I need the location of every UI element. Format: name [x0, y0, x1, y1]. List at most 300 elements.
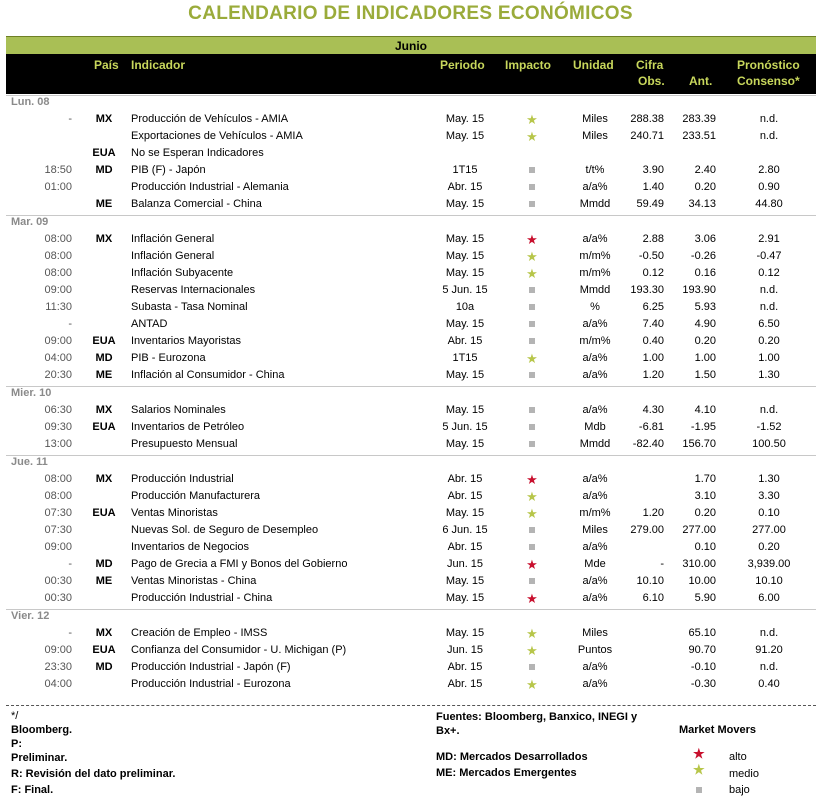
cell-period: Abr. 15 — [447, 661, 483, 673]
table-row — [0, 659, 821, 676]
cell-unit: Miles — [582, 524, 608, 536]
day-separator — [6, 455, 816, 456]
cell-time: 09:00 — [44, 541, 72, 553]
cell-country: EUA — [92, 335, 116, 347]
header-unidad: Unidad — [573, 58, 614, 72]
cell-country: MX — [95, 627, 113, 639]
cell-country: EUA — [92, 644, 116, 656]
header-periodo: Periodo — [440, 58, 485, 72]
header-cifra-line1: Cifra — [636, 58, 664, 72]
cell-indicator: Inventarios de Negocios — [131, 541, 250, 553]
cell-indicator: Producción de Vehículos - AMIA — [131, 113, 289, 125]
cell-unit: a/a% — [582, 233, 608, 245]
cell-cons: n.d. — [759, 661, 779, 673]
impact-high-star-icon: ★ — [526, 557, 538, 572]
cell-cons: n.d. — [759, 301, 779, 313]
cell-ant: 277.00 — [682, 524, 716, 536]
cell-period: Jun. 15 — [446, 644, 484, 656]
cell-obs: 1.20 — [642, 369, 664, 381]
cell-indicator: Inflación al Consumidor - China — [131, 369, 285, 381]
cell-indicator: PIB - Eurozona — [131, 352, 206, 364]
cell-cons: 91.20 — [755, 644, 783, 656]
cell-obs: -82.40 — [632, 438, 664, 450]
cell-time: 09:00 — [44, 335, 72, 347]
cell-cons: 0.12 — [758, 267, 780, 279]
table-row — [0, 231, 821, 248]
cell-ant: 34.13 — [688, 198, 716, 210]
impact-medium-star-icon: ★ — [526, 626, 538, 641]
cell-time: - — [68, 558, 72, 570]
cell-indicator: Producción Manufacturera — [131, 490, 261, 502]
cell-indicator: Ventas Minoristas - China — [131, 575, 257, 587]
impact-low-square-icon — [512, 573, 552, 590]
cell-obs: 279.00 — [630, 524, 664, 536]
footer-note-bloomberg: Bloomberg. — [11, 724, 73, 736]
cell-obs: 7.40 — [642, 318, 664, 330]
cell-period: May. 15 — [445, 318, 485, 330]
table-row — [0, 488, 821, 505]
impact-medium-star-icon: ★ — [526, 489, 538, 504]
cell-ant: 310.00 — [682, 558, 716, 570]
cell-indicator: Producción Industrial - Japón (F) — [131, 661, 291, 673]
cell-period: Abr. 15 — [447, 473, 483, 485]
cell-country: MX — [95, 113, 113, 125]
table-row — [0, 522, 821, 539]
footer-md: MD: Mercados Desarrollados — [436, 751, 588, 763]
cell-unit: Mmdd — [579, 284, 611, 296]
cell-time: 08:00 — [44, 267, 72, 279]
cell-indicator: Inflación Subyacente — [131, 267, 234, 279]
cell-unit: Miles — [582, 113, 608, 125]
header-pronostico-line2: Consenso* — [737, 74, 800, 88]
cell-indicator: Presupuesto Mensual — [131, 438, 238, 450]
cell-cons: 1.30 — [758, 473, 780, 485]
cell-time: 06:30 — [44, 404, 72, 416]
cell-unit: m/m% — [579, 267, 611, 279]
cell-indicator: Producción Industrial - Alemania — [131, 181, 289, 193]
impact-low-square-icon — [512, 179, 552, 196]
legend-high-icon: ★ — [693, 746, 705, 761]
cell-cons: 1.30 — [758, 369, 780, 381]
cell-unit: Mmdd — [579, 438, 611, 450]
cell-unit: m/m% — [579, 250, 611, 262]
cell-obs: 0.40 — [642, 335, 664, 347]
table-row — [0, 471, 821, 488]
impact-low-square-icon — [512, 659, 552, 676]
cell-obs: 3.90 — [642, 164, 664, 176]
cell-obs: 1.00 — [642, 352, 664, 364]
table-row — [0, 333, 821, 350]
footer-me: ME: Mercados Emergentes — [436, 767, 577, 779]
cell-ant: 283.39 — [682, 113, 716, 125]
cell-ant: 10.00 — [688, 575, 716, 587]
cell-ant: 4.90 — [694, 318, 716, 330]
cell-unit: Mmdd — [579, 198, 611, 210]
cell-period: 5 Jun. 15 — [442, 284, 488, 296]
footer-sources-line1: Fuentes: Bloomberg, Banxico, INEGI y — [436, 711, 638, 723]
cell-obs: 59.49 — [636, 198, 664, 210]
cell-indicator: Producción Industrial - Eurozona — [131, 678, 291, 690]
cell-ant: 65.10 — [688, 627, 716, 639]
cell-time: 08:00 — [44, 250, 72, 262]
cell-period: Abr. 15 — [447, 678, 483, 690]
cell-unit: a/a% — [582, 592, 608, 604]
cell-indicator: Inventarios de Petróleo — [131, 421, 245, 433]
cell-unit: m/m% — [579, 335, 611, 347]
cell-unit: a/a% — [582, 490, 608, 502]
table-row — [0, 556, 821, 573]
cell-period: May. 15 — [445, 404, 485, 416]
table-row — [0, 625, 821, 642]
cell-obs: 240.71 — [630, 130, 664, 142]
cell-unit: a/a% — [582, 473, 608, 485]
header-indicador: Indicador — [131, 58, 186, 72]
cell-time: 01:00 — [44, 181, 72, 193]
cell-cons: n.d. — [759, 404, 779, 416]
cell-unit: Miles — [582, 627, 608, 639]
impact-low-square-icon — [512, 419, 552, 436]
cell-unit: a/a% — [582, 352, 608, 364]
impact-low-square-icon — [512, 367, 552, 384]
cell-period: Abr. 15 — [447, 490, 483, 502]
cell-cons: -1.52 — [756, 421, 782, 433]
cell-time: 07:30 — [44, 524, 72, 536]
impact-low-square-icon — [512, 522, 552, 539]
day-header: Lun. 08 — [11, 96, 50, 108]
cell-time: 00:30 — [44, 592, 72, 604]
cell-obs: 6.25 — [642, 301, 664, 313]
cell-ant: -1.95 — [690, 421, 716, 433]
cell-period: May. 15 — [445, 438, 485, 450]
cell-period: May. 15 — [445, 575, 485, 587]
cell-indicator: Inventarios Mayoristas — [131, 335, 242, 347]
cell-unit: t/t% — [585, 164, 605, 176]
market-movers-title: Market Movers — [679, 724, 757, 736]
cell-time: 08:00 — [44, 473, 72, 485]
cell-period: May. 15 — [445, 198, 485, 210]
day-separator — [6, 609, 816, 610]
impact-high-star-icon: ★ — [526, 232, 538, 247]
cell-indicator: Pago de Grecia a FMI y Bonos del Gobierno — [131, 558, 348, 570]
cell-indicator: Producción Industrial — [131, 473, 234, 485]
cell-time: - — [68, 318, 72, 330]
cell-country: MX — [95, 473, 113, 485]
cell-country: MD — [95, 164, 113, 176]
cell-cons: 0.10 — [758, 507, 780, 519]
cell-country: MD — [95, 661, 113, 673]
legend-low-label: bajo — [729, 784, 750, 796]
cell-ant: 1.50 — [694, 369, 716, 381]
table-row — [0, 162, 821, 179]
cell-ant: 5.93 — [694, 301, 716, 313]
cell-obs: -0.50 — [638, 250, 664, 262]
cell-period: Abr. 15 — [447, 335, 483, 347]
cell-country: MX — [95, 404, 113, 416]
impact-medium-star-icon: ★ — [526, 351, 538, 366]
table-header — [6, 54, 816, 94]
footer-sources-line2: Bx+. — [436, 725, 460, 737]
cell-country: MD — [95, 352, 113, 364]
cell-ant: 3.06 — [694, 233, 716, 245]
cell-indicator: PIB (F) - Japón — [131, 164, 206, 176]
cell-cons: 277.00 — [752, 524, 786, 536]
day-header: Vier. 12 — [11, 610, 50, 622]
table-row — [0, 539, 821, 556]
cell-obs: 1.40 — [642, 181, 664, 193]
cell-period: May. 15 — [445, 507, 485, 519]
cell-cons: n.d. — [759, 284, 779, 296]
table-row — [0, 419, 821, 436]
cell-obs: 4.30 — [642, 404, 664, 416]
legend-low-icon — [696, 784, 702, 797]
table-row — [0, 505, 821, 522]
cell-cons: 0.20 — [758, 541, 780, 553]
legend-mid-icon: ★ — [693, 762, 705, 777]
cell-period: 6 Jun. 15 — [442, 524, 488, 536]
cell-cons: 100.50 — [752, 438, 786, 450]
cell-time: 23:30 — [44, 661, 72, 673]
cell-ant: 5.90 — [694, 592, 716, 604]
footer-note-mark: */ — [11, 710, 19, 722]
cell-time: 04:00 — [44, 352, 72, 364]
cell-ant: 193.90 — [682, 284, 716, 296]
impact-high-star-icon: ★ — [526, 591, 538, 606]
table-row — [0, 111, 821, 128]
cell-cons: 0.90 — [758, 181, 780, 193]
cell-period: Jun. 15 — [446, 558, 484, 570]
table-row — [0, 196, 821, 213]
impact-low-square-icon — [512, 162, 552, 179]
impact-low-square-icon — [512, 539, 552, 556]
cell-country: EUA — [92, 507, 116, 519]
cell-cons: 10.10 — [755, 575, 783, 587]
day-separator — [6, 95, 816, 96]
footer-divider — [6, 705, 816, 706]
header-impacto: Impacto — [505, 58, 552, 72]
cell-period: 10a — [455, 301, 475, 313]
cell-country: EUA — [92, 147, 116, 159]
impact-medium-star-icon: ★ — [526, 266, 538, 281]
table-row — [0, 436, 821, 453]
cell-indicator: ANTAD — [131, 318, 168, 330]
cell-country: ME — [95, 198, 113, 210]
impact-medium-star-icon: ★ — [526, 643, 538, 658]
cell-unit: Puntos — [577, 644, 613, 656]
cell-indicator: Subasta - Tasa Nominal — [131, 301, 248, 313]
cell-ant: 90.70 — [688, 644, 716, 656]
cell-cons: n.d. — [759, 130, 779, 142]
cell-time: 09:00 — [44, 284, 72, 296]
footer-note-preliminar: Preliminar. — [11, 752, 68, 764]
cell-indicator: Salarios Nominales — [131, 404, 226, 416]
cell-time: 20:30 — [44, 369, 72, 381]
cell-ant: 156.70 — [682, 438, 716, 450]
cell-unit: a/a% — [582, 369, 608, 381]
impact-medium-star-icon: ★ — [526, 506, 538, 521]
header-ant: Ant. — [689, 74, 713, 88]
impact-low-square-icon — [512, 402, 552, 419]
cell-ant: 4.10 — [694, 404, 716, 416]
cell-time: 09:00 — [44, 644, 72, 656]
cell-obs: 2.88 — [642, 233, 664, 245]
cell-ant: -0.26 — [690, 250, 716, 262]
month-label: Junio — [395, 39, 427, 53]
cell-indicator: Creación de Empleo - IMSS — [131, 627, 268, 639]
cell-cons: 1.00 — [758, 352, 780, 364]
cell-obs: 10.10 — [636, 575, 664, 587]
impact-low-square-icon — [512, 316, 552, 333]
table-row — [0, 265, 821, 282]
cell-unit: % — [590, 301, 600, 313]
impact-low-square-icon — [512, 299, 552, 316]
cell-country: ME — [95, 369, 113, 381]
cell-unit: a/a% — [582, 181, 608, 193]
cell-period: Abr. 15 — [447, 181, 483, 193]
cell-ant: 1.00 — [694, 352, 716, 364]
cell-obs: 1.20 — [642, 507, 664, 519]
cell-cons: 2.80 — [758, 164, 780, 176]
impact-medium-star-icon: ★ — [526, 112, 538, 127]
table-row — [0, 573, 821, 590]
day-separator — [6, 215, 816, 216]
cell-indicator: Inflación General — [131, 233, 215, 245]
cell-unit: a/a% — [582, 678, 608, 690]
cell-cons: 6.00 — [758, 592, 780, 604]
impact-medium-star-icon: ★ — [526, 677, 538, 692]
page-title: CALENDARIO DE INDICADORES ECONÓMICOS — [188, 3, 633, 24]
cell-time: 09:30 — [44, 421, 72, 433]
cell-ant: 0.20 — [694, 335, 716, 347]
cell-country: EUA — [92, 421, 116, 433]
cell-period: May. 15 — [445, 113, 485, 125]
cell-time: 13:00 — [44, 438, 72, 450]
cell-unit: m/m% — [579, 507, 611, 519]
cell-unit: a/a% — [582, 575, 608, 587]
cell-indicator: Nuevas Sol. de Seguro de Desempleo — [131, 524, 319, 536]
cell-period: May. 15 — [445, 250, 485, 262]
footer-note-final: F: Final. — [11, 784, 54, 796]
cell-ant: 0.20 — [694, 181, 716, 193]
cell-period: 1T15 — [452, 164, 478, 176]
cell-country: ME — [95, 575, 113, 587]
header-pronostico-line1: Pronóstico — [737, 58, 800, 72]
cell-time: 00:30 — [44, 575, 72, 587]
cell-cons: n.d. — [759, 627, 779, 639]
cell-indicator: Balanza Comercial - China — [131, 198, 262, 210]
cell-indicator: No se Esperan Indicadores — [131, 147, 264, 159]
cell-ant: 1.70 — [694, 473, 716, 485]
footer-note-revision: R: Revisión del dato preliminar. — [11, 768, 176, 780]
cell-ant: 3.10 — [694, 490, 716, 502]
cell-obs: -6.81 — [638, 421, 664, 433]
cell-time: 11:30 — [45, 301, 72, 313]
cell-ant: -0.30 — [690, 678, 716, 690]
cell-unit: a/a% — [582, 541, 608, 553]
cell-indicator: Reservas Internacionales — [131, 284, 256, 296]
impact-high-star-icon: ★ — [526, 472, 538, 487]
table-row — [0, 299, 821, 316]
cell-period: 5 Jun. 15 — [442, 421, 488, 433]
cell-ant: 0.16 — [694, 267, 716, 279]
cell-cons: 0.40 — [758, 678, 780, 690]
cell-unit: Mdb — [584, 421, 606, 433]
table-row — [0, 402, 821, 419]
impact-medium-star-icon: ★ — [526, 129, 538, 144]
cell-period: Abr. 15 — [447, 541, 483, 553]
cell-period: May. 15 — [445, 233, 485, 245]
impact-low-square-icon — [512, 436, 552, 453]
day-header: Jue. 11 — [11, 456, 48, 468]
cell-ant: 2.40 — [694, 164, 716, 176]
cell-cons: 6.50 — [758, 318, 780, 330]
cell-unit: a/a% — [582, 661, 608, 673]
table-row — [0, 316, 821, 333]
table-row — [0, 350, 821, 367]
cell-period: 1T15 — [452, 352, 478, 364]
cell-cons: -0.47 — [756, 250, 782, 262]
cell-indicator: Inflación General — [131, 250, 215, 262]
cell-time: - — [68, 113, 72, 125]
cell-indicator: Exportaciones de Vehículos - AMIA — [131, 130, 303, 142]
cell-indicator: Ventas Minoristas — [131, 507, 218, 519]
cell-cons: 44.80 — [755, 198, 783, 210]
month-band — [6, 36, 816, 55]
cell-period: May. 15 — [445, 130, 485, 142]
cell-obs: 193.30 — [630, 284, 664, 296]
cell-cons: 2.91 — [758, 233, 780, 245]
cell-time: 18:50 — [44, 164, 72, 176]
cell-period: May. 15 — [445, 369, 485, 381]
cell-indicator: Producción Industrial - China — [131, 592, 273, 604]
table-row — [0, 128, 821, 145]
cell-unit: a/a% — [582, 318, 608, 330]
table-row — [0, 282, 821, 299]
impact-medium-star-icon: ★ — [526, 249, 538, 264]
cell-cons: n.d. — [759, 113, 779, 125]
cell-time: 07:30 — [44, 507, 72, 519]
table-row — [0, 179, 821, 196]
cell-country: MX — [95, 233, 113, 245]
day-header: Mar. 09 — [11, 216, 49, 228]
table-row — [0, 676, 821, 693]
cell-period: May. 15 — [445, 267, 485, 279]
cell-ant: 233.51 — [682, 130, 716, 142]
cell-obs: 288.38 — [630, 113, 664, 125]
cell-indicator: Confianza del Consumidor - U. Michigan (P) — [131, 644, 347, 656]
cell-time: 08:00 — [44, 490, 72, 502]
day-header: Mier. 10 — [11, 387, 52, 399]
footer-note-p: P: — [11, 738, 22, 750]
cell-ant: 0.20 — [694, 507, 716, 519]
cell-ant: 0.10 — [694, 541, 716, 553]
legend-mid-label: medio — [729, 768, 759, 780]
legend-high-label: alto — [729, 751, 747, 763]
cell-obs: 0.12 — [642, 267, 664, 279]
cell-time: 04:00 — [44, 678, 72, 690]
table-row — [0, 642, 821, 659]
impact-low-square-icon — [512, 333, 552, 350]
table-row — [0, 248, 821, 265]
day-separator — [6, 386, 816, 387]
table-row — [0, 145, 821, 162]
header-pais: País — [94, 58, 119, 72]
table-row — [0, 367, 821, 384]
cell-unit: Miles — [582, 130, 608, 142]
cell-cons: 0.20 — [758, 335, 780, 347]
cell-cons: 3.30 — [758, 490, 780, 502]
cell-unit: a/a% — [582, 404, 608, 416]
impact-low-square-icon — [512, 282, 552, 299]
